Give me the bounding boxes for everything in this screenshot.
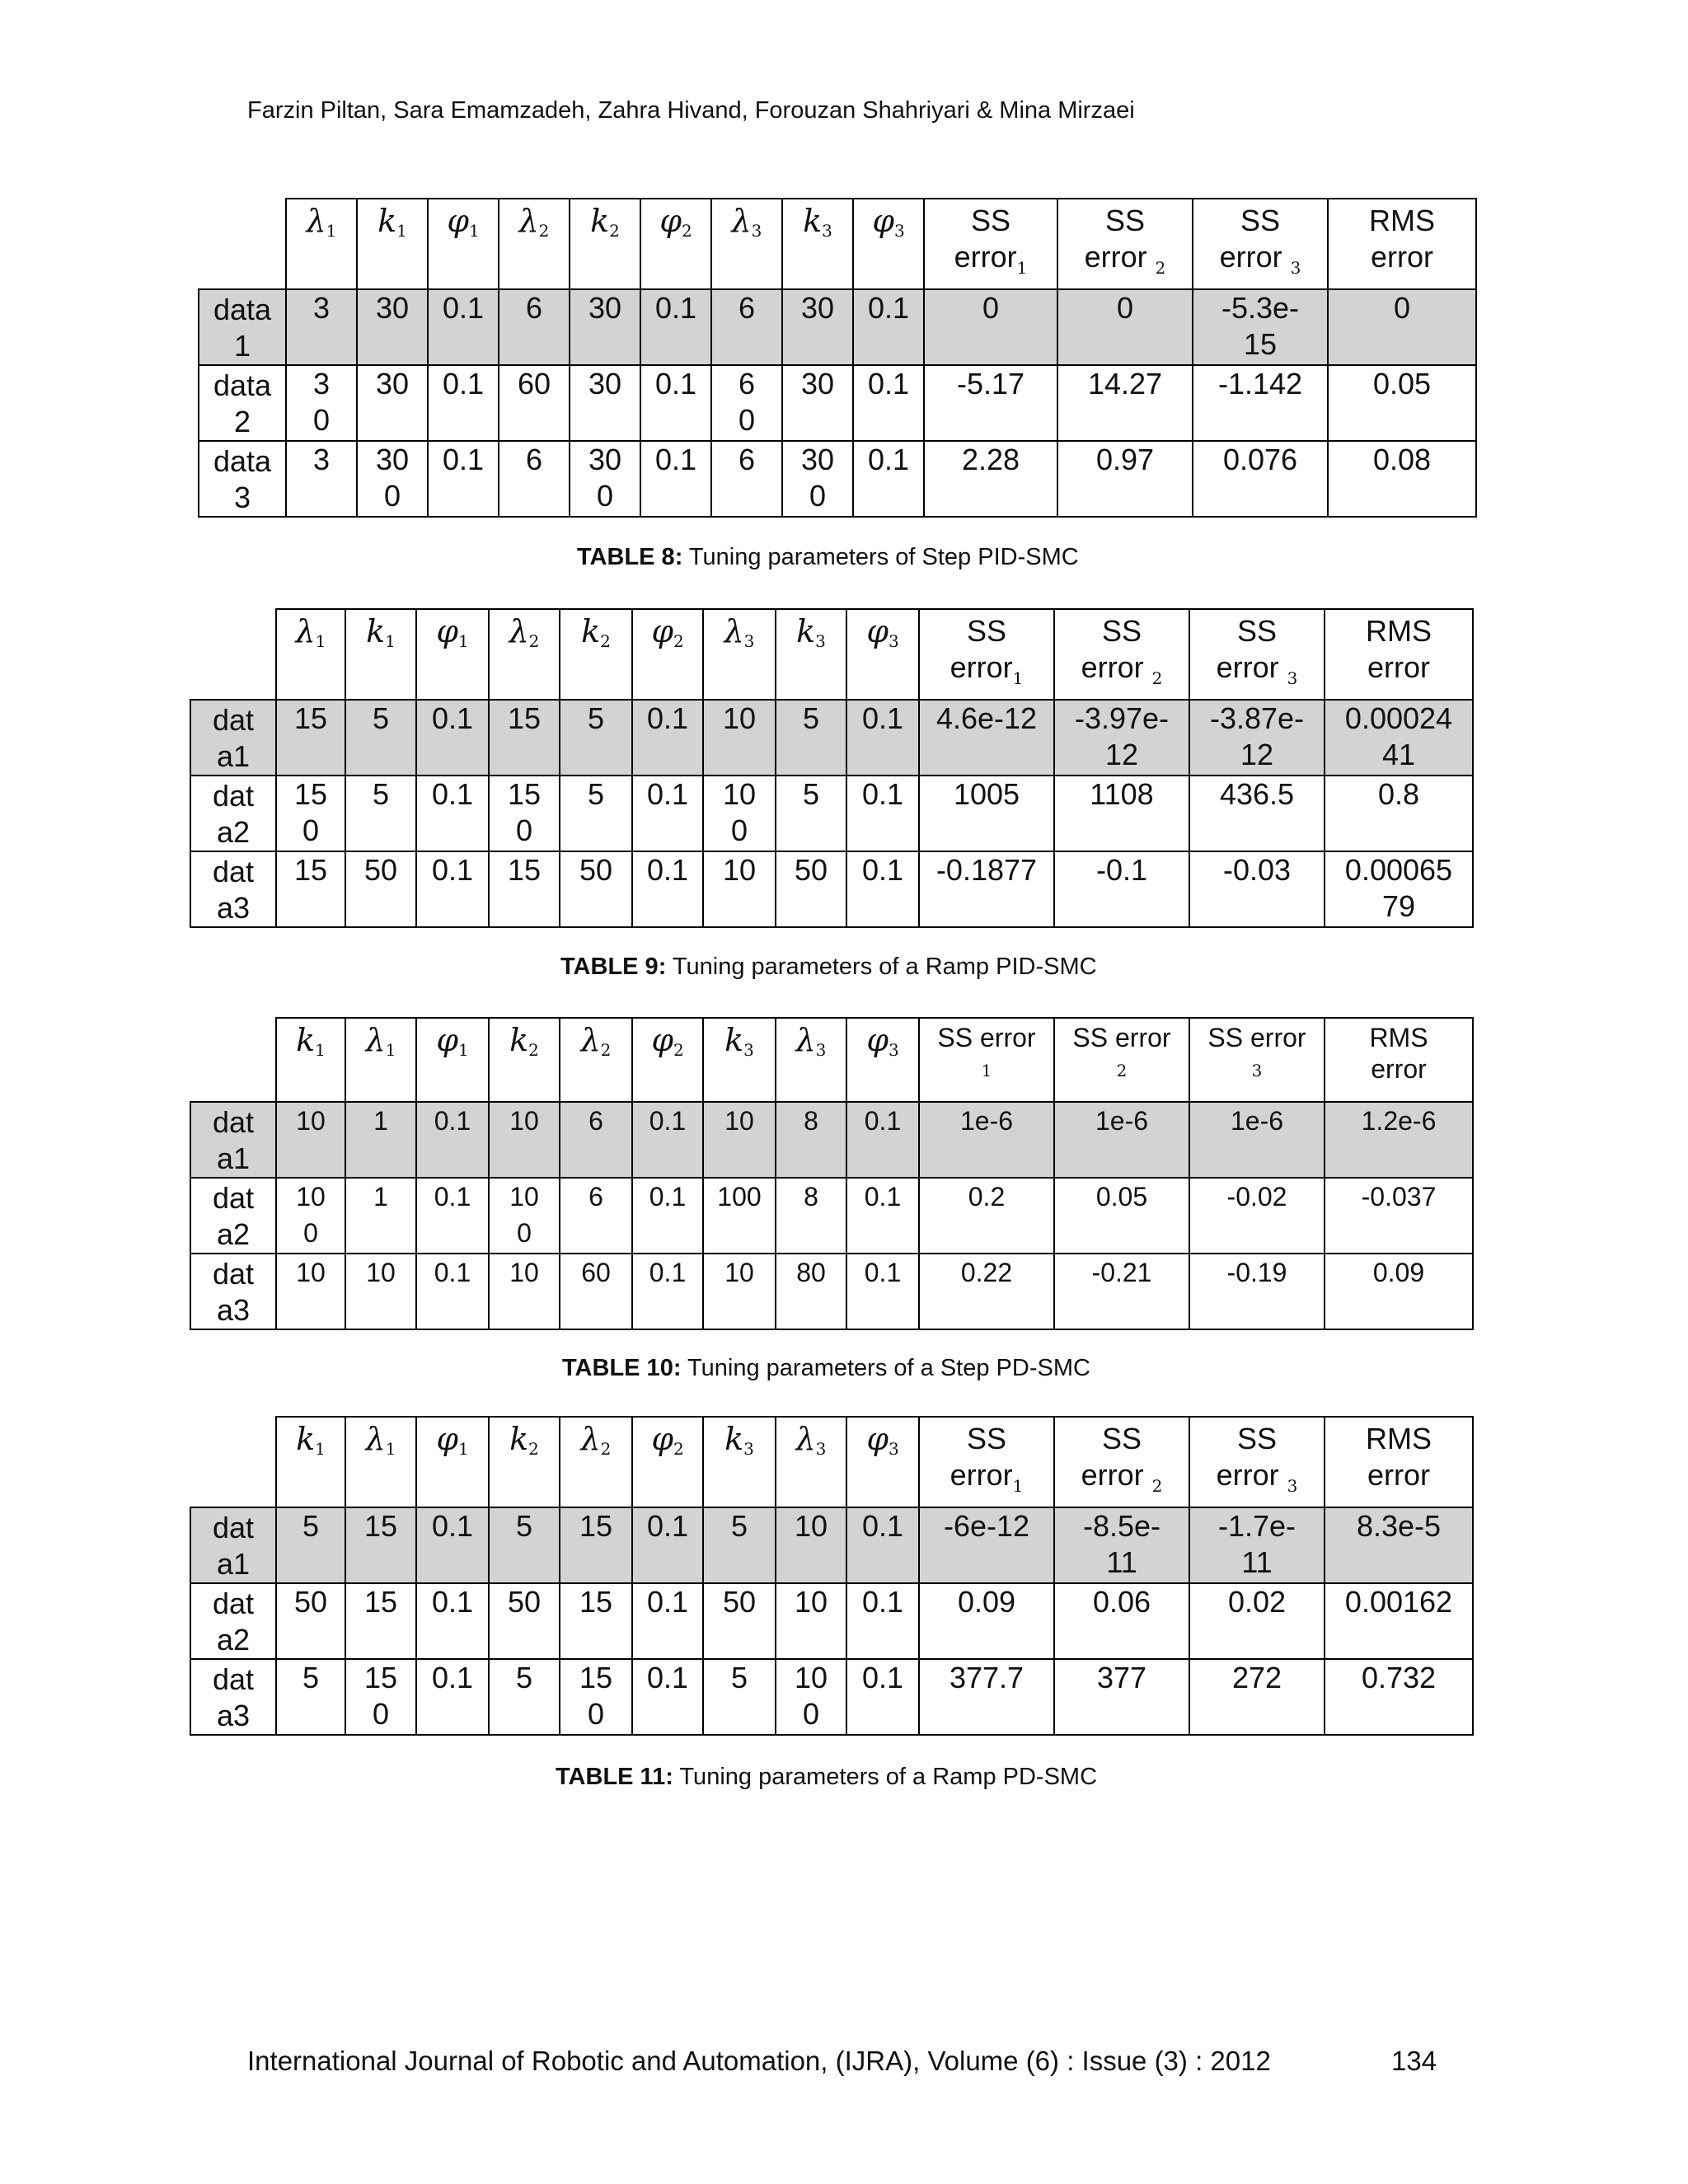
cell: 0.05: [1054, 1178, 1189, 1254]
cell: 50: [776, 851, 846, 927]
cell: -8.5e- 11: [1054, 1507, 1189, 1583]
col-header: SS error $_2$: [1054, 1417, 1189, 1507]
cell: 6: [499, 289, 570, 365]
cell: -0.03: [1189, 851, 1325, 927]
cell: 100: [703, 1178, 776, 1254]
table-row: [199, 441, 1476, 517]
cell: 15 0: [276, 776, 345, 851]
header-row: [190, 609, 1473, 700]
cell: 6: [499, 441, 570, 517]
cell: 1108: [1054, 776, 1189, 851]
cell: 1e-6: [1054, 1102, 1189, 1178]
params-table: [198, 198, 1477, 518]
row-label: dat a1: [190, 1102, 276, 1178]
col-header: $\lambda_2$: [499, 199, 570, 289]
col-header: RMS error: [1325, 1018, 1473, 1102]
cell: 30: [357, 365, 428, 441]
col-header: $\varphi_2$: [632, 1417, 703, 1507]
row-label: data 1: [199, 289, 286, 365]
corner-cell: [190, 609, 276, 700]
cell: 10: [703, 1254, 776, 1329]
cell: 5: [489, 1507, 560, 1583]
cell: 0.1: [416, 1583, 489, 1659]
table-row: [190, 1507, 1473, 1583]
col-header: $\varphi_3$: [846, 1417, 919, 1507]
cell: 0.1: [428, 289, 499, 365]
cell: 2.28: [924, 441, 1057, 517]
cell: 15 0: [345, 1659, 416, 1735]
col-header: $\lambda_2$: [560, 1018, 632, 1102]
cell: 1: [345, 1178, 416, 1254]
cell: -0.1: [1054, 851, 1189, 927]
cell: 10: [345, 1254, 416, 1329]
cell: 0.8: [1325, 776, 1473, 851]
params-table: [190, 1017, 1474, 1330]
cell: 15 0: [560, 1659, 632, 1735]
table-row: [190, 851, 1473, 927]
col-header: RMS error: [1325, 1417, 1473, 1507]
page-footer: International Journal of Robotic and Automation, (IJRA), Volume (6) : Issue (3) : 2012: [247, 2046, 1271, 2076]
cell: 0.09: [1325, 1254, 1473, 1329]
col-header: $\varphi_1$: [416, 609, 489, 700]
cell: 50: [560, 851, 632, 927]
cell: 30 0: [570, 441, 640, 517]
col-header: SS error$_1$: [919, 1417, 1054, 1507]
col-header: $k_3$: [782, 199, 853, 289]
cell: -1.142: [1193, 365, 1328, 441]
cell: 0.1: [853, 441, 924, 517]
cell: 0.1: [428, 365, 499, 441]
col-header: $\varphi_1$: [428, 199, 499, 289]
table-8: [198, 198, 1477, 518]
table-11: [190, 1416, 1474, 1736]
cell: 377: [1054, 1659, 1189, 1735]
col-header: $\varphi_3$: [846, 609, 919, 700]
table-row: [190, 1178, 1473, 1254]
cell: 10: [489, 1102, 560, 1178]
cell: 0.1: [416, 1254, 489, 1329]
cell: 0.1: [846, 776, 919, 851]
cell: 0.1: [640, 289, 711, 365]
cell: 0.00024 41: [1325, 700, 1473, 776]
cell: 6: [560, 1178, 632, 1254]
cell: 50: [276, 1583, 345, 1659]
cell: 0.1: [632, 1583, 703, 1659]
cell: 15: [345, 1583, 416, 1659]
cell: 6 0: [711, 365, 782, 441]
cell: 377.7: [919, 1659, 1054, 1735]
cell: -0.19: [1189, 1254, 1325, 1329]
cell: 0.1: [853, 365, 924, 441]
cell: 0.1: [846, 1102, 919, 1178]
col-header: SS error$_1$: [924, 199, 1057, 289]
col-header: $k_2$: [489, 1417, 560, 1507]
cell: 10 0: [703, 776, 776, 851]
col-header: $\lambda_2$: [560, 1417, 632, 1507]
cell: 0.02: [1189, 1583, 1325, 1659]
cell: 0.1: [846, 851, 919, 927]
col-header: SS error $_3$: [1189, 1417, 1325, 1507]
col-header: SS error $_3$: [1193, 199, 1328, 289]
cell: 0.1: [416, 776, 489, 851]
table-row: [190, 700, 1473, 776]
cell: 30 0: [357, 441, 428, 517]
col-header: $\varphi_3$: [846, 1018, 919, 1102]
col-header: $\varphi_2$: [632, 1018, 703, 1102]
cell: 0.1: [632, 776, 703, 851]
row-label: dat a3: [190, 1659, 276, 1735]
table-10: [190, 1017, 1474, 1330]
col-header: SS error $_2$: [1054, 609, 1189, 700]
cell: 0.1: [416, 1178, 489, 1254]
cell: 10: [776, 1507, 846, 1583]
col-header: $\lambda_3$: [703, 609, 776, 700]
col-header: $\lambda_1$: [345, 1417, 416, 1507]
cell: 10: [276, 1254, 345, 1329]
col-header: $k_1$: [345, 609, 416, 700]
header-row: [199, 199, 1476, 289]
col-header: $k_2$: [570, 199, 640, 289]
cell: 5: [703, 1659, 776, 1735]
cell: 5: [560, 776, 632, 851]
cell: 10: [489, 1254, 560, 1329]
cell: -0.037: [1325, 1178, 1473, 1254]
row-label: dat a1: [190, 700, 276, 776]
cell: 0.1: [428, 441, 499, 517]
col-header: SS error $_2$: [1057, 199, 1193, 289]
cell: 10: [703, 851, 776, 927]
row-label: dat a2: [190, 776, 276, 851]
corner-cell: [190, 1417, 276, 1507]
row-label: dat a1: [190, 1507, 276, 1583]
cell: -3.87e- 12: [1189, 700, 1325, 776]
cell: 10 0: [276, 1178, 345, 1254]
cell: 60: [499, 365, 570, 441]
cell: 272: [1189, 1659, 1325, 1735]
cell: 6: [711, 289, 782, 365]
cell: 0.2: [919, 1178, 1054, 1254]
col-header: $k_1$: [276, 1018, 345, 1102]
caption-label: TABLE 9:: [560, 954, 667, 980]
cell: 0.08: [1328, 441, 1476, 517]
cell: 80: [776, 1254, 846, 1329]
cell: 15: [489, 700, 560, 776]
caption-text: Tuning parameters of Step PID-SMC: [682, 544, 1079, 570]
cell: 1.2e-6: [1325, 1102, 1473, 1178]
table-row: [190, 776, 1473, 851]
cell: 5: [276, 1507, 345, 1583]
col-header: $k_3$: [776, 609, 846, 700]
page-number: 134: [1391, 2046, 1437, 2076]
cell: 0.06: [1054, 1583, 1189, 1659]
caption-text: Tuning parameters of a Step PD-SMC: [681, 1355, 1090, 1381]
cell: 436.5: [1189, 776, 1325, 851]
cell: 0.1: [632, 1507, 703, 1583]
cell: 6: [711, 441, 782, 517]
cell: 0.1: [632, 1659, 703, 1735]
cell: 0.1: [846, 700, 919, 776]
header-row: [190, 1417, 1473, 1507]
cell: 0.97: [1057, 441, 1193, 517]
cell: 0.732: [1325, 1659, 1473, 1735]
cell: 0.1: [846, 1659, 919, 1735]
corner-cell: [190, 1018, 276, 1102]
cell: 60: [560, 1254, 632, 1329]
cell: 0.1: [640, 441, 711, 517]
cell: 3 0: [286, 365, 357, 441]
row-label: data 2: [199, 365, 286, 441]
table-row: [190, 1583, 1473, 1659]
cell: 0.1: [416, 1659, 489, 1735]
col-header: $\lambda_3$: [776, 1018, 846, 1102]
cell: -5.3e- 15: [1193, 289, 1328, 365]
cell: 15: [489, 851, 560, 927]
cell: 1e-6: [1189, 1102, 1325, 1178]
cell: 0.1: [416, 851, 489, 927]
table-caption: [577, 544, 1079, 571]
table-9: [190, 608, 1474, 928]
page-header: Farzin Piltan, Sara Emamzadeh, Zahra Hivand, Forouzan Shahriyari & Mina Mirzaei: [247, 97, 1135, 124]
cell: 30: [782, 365, 853, 441]
cell: 1e-6: [919, 1102, 1054, 1178]
cell: 0.1: [416, 700, 489, 776]
cell: 6: [560, 1102, 632, 1178]
table-caption: [556, 1764, 1097, 1791]
cell: 10: [276, 1102, 345, 1178]
cell: 5: [489, 1659, 560, 1735]
col-header: $\lambda_1$: [345, 1018, 416, 1102]
cell: 15 0: [489, 776, 560, 851]
table-caption: [562, 1355, 1090, 1382]
cell: 30: [782, 289, 853, 365]
col-header: $\lambda_3$: [711, 199, 782, 289]
col-header: $\lambda_3$: [776, 1417, 846, 1507]
col-header: $\lambda_2$: [489, 609, 560, 700]
table-caption: [560, 954, 1097, 981]
cell: 5: [345, 776, 416, 851]
cell: 8: [776, 1178, 846, 1254]
cell: 10 0: [776, 1659, 846, 1735]
cell: 8: [776, 1102, 846, 1178]
cell: -1.7e- 11: [1189, 1507, 1325, 1583]
col-header: $k_2$: [560, 609, 632, 700]
col-header: RMS error: [1328, 199, 1476, 289]
cell: 0.1: [632, 1178, 703, 1254]
cell: 0.1: [640, 365, 711, 441]
cell: 0.1: [846, 1583, 919, 1659]
cell: 5: [276, 1659, 345, 1735]
table-row: [190, 1659, 1473, 1735]
corner-cell: [199, 199, 286, 289]
cell: 0.1: [416, 1102, 489, 1178]
cell: 0: [1057, 289, 1193, 365]
cell: 10 0: [489, 1178, 560, 1254]
cell: 5: [560, 700, 632, 776]
cell: 50: [703, 1583, 776, 1659]
col-header: $k_1$: [357, 199, 428, 289]
col-header: $k_3$: [703, 1417, 776, 1507]
cell: 0: [1328, 289, 1476, 365]
cell: 30: [357, 289, 428, 365]
cell: -3.97e- 12: [1054, 700, 1189, 776]
cell: 0.1: [632, 700, 703, 776]
cell: -5.17: [924, 365, 1057, 441]
table-row: [199, 289, 1476, 365]
table-row: [190, 1102, 1473, 1178]
cell: 0: [924, 289, 1057, 365]
col-header: $k_1$: [276, 1417, 345, 1507]
cell: 30: [570, 289, 640, 365]
cell: 0.05: [1328, 365, 1476, 441]
caption-label: TABLE 8:: [577, 544, 683, 570]
cell: 0.1: [632, 1254, 703, 1329]
cell: 0.1: [846, 1254, 919, 1329]
cell: -0.21: [1054, 1254, 1189, 1329]
col-header: $\lambda_1$: [276, 609, 345, 700]
cell: 15: [276, 700, 345, 776]
col-header: $\varphi_2$: [640, 199, 711, 289]
col-header: $\varphi_1$: [416, 1417, 489, 1507]
row-label: data 3: [199, 441, 286, 517]
cell: -0.02: [1189, 1178, 1325, 1254]
cell: 14.27: [1057, 365, 1193, 441]
cell: 50: [345, 851, 416, 927]
cell: 5: [776, 700, 846, 776]
cell: 0.00065 79: [1325, 851, 1473, 927]
cell: 1005: [919, 776, 1054, 851]
table-row: [199, 365, 1476, 441]
cell: 3: [286, 441, 357, 517]
col-header: $\varphi_3$: [853, 199, 924, 289]
row-label: dat a3: [190, 851, 276, 927]
col-header: SS error 1: [919, 1018, 1054, 1102]
table-row: [190, 1254, 1473, 1329]
cell: 15: [560, 1583, 632, 1659]
cell: 15: [560, 1507, 632, 1583]
cell: 8.3e-5: [1325, 1507, 1473, 1583]
col-header: $\varphi_2$: [632, 609, 703, 700]
col-header: $\varphi_1$: [416, 1018, 489, 1102]
cell: 5: [345, 700, 416, 776]
cell: 0.22: [919, 1254, 1054, 1329]
params-table: [190, 1416, 1474, 1736]
col-header: $k_3$: [703, 1018, 776, 1102]
cell: 0.1: [416, 1507, 489, 1583]
cell: 15: [345, 1507, 416, 1583]
row-label: dat a3: [190, 1254, 276, 1329]
col-header: SS error 3: [1189, 1018, 1325, 1102]
col-header: $\lambda_1$: [286, 199, 357, 289]
cell: 0.1: [846, 1178, 919, 1254]
col-header: SS error 2: [1054, 1018, 1189, 1102]
row-label: dat a2: [190, 1178, 276, 1254]
cell: 10: [776, 1583, 846, 1659]
cell: -0.1877: [919, 851, 1054, 927]
cell: 5: [703, 1507, 776, 1583]
row-label: dat a2: [190, 1583, 276, 1659]
cell: 0.09: [919, 1583, 1054, 1659]
cell: 0.1: [853, 289, 924, 365]
col-header: SS error$_1$: [919, 609, 1054, 700]
caption-text: Tuning parameters of a Ramp PID-SMC: [666, 954, 1097, 980]
col-header: $k_2$: [489, 1018, 560, 1102]
cell: 10: [703, 700, 776, 776]
cell: 3: [286, 289, 357, 365]
cell: 0.1: [632, 851, 703, 927]
cell: 50: [489, 1583, 560, 1659]
cell: 15: [276, 851, 345, 927]
cell: 0.1: [846, 1507, 919, 1583]
caption-label: TABLE 10:: [562, 1355, 682, 1381]
cell: 0.00162: [1325, 1583, 1473, 1659]
col-header: RMS error: [1325, 609, 1473, 700]
cell: 30 0: [782, 441, 853, 517]
cell: 4.6e-12: [919, 700, 1054, 776]
caption-label: TABLE 11:: [556, 1764, 673, 1790]
cell: 30: [570, 365, 640, 441]
cell: -6e-12: [919, 1507, 1054, 1583]
cell: 0.1: [632, 1102, 703, 1178]
caption-text: Tuning parameters of a Ramp PD-SMC: [673, 1764, 1098, 1790]
cell: 1: [345, 1102, 416, 1178]
header-row: [190, 1018, 1473, 1102]
params-table: [190, 608, 1474, 928]
cell: 10: [703, 1102, 776, 1178]
cell: 5: [776, 776, 846, 851]
cell: 0.076: [1193, 441, 1328, 517]
col-header: SS error $_3$: [1189, 609, 1325, 700]
